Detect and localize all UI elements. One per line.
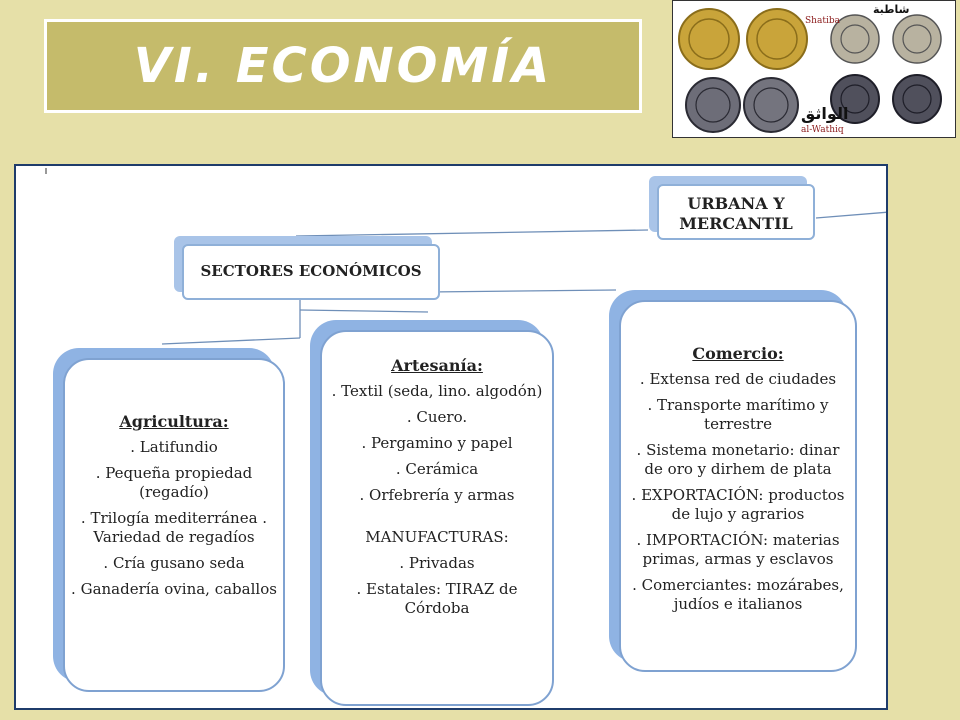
coin-label-bottom: al-Wathiq [801,125,844,135]
sectors-node [182,244,440,300]
silver-coin [893,15,941,63]
dark-coin [744,78,798,132]
gold-coin [679,9,739,69]
artesania-card [320,330,554,706]
diagram-panel [14,164,888,710]
comercio-item: . IMPORTACIÓN: materias primas, armas y esclavos [636,531,840,568]
connector-root-sectors [296,230,648,236]
root-node [657,184,815,240]
manufacturas-item: . Privadas [399,554,475,572]
dark-coin [893,75,941,123]
comercio-item: . EXPORTACIÓN: productos de lujo y agrarios [631,486,845,523]
manufacturas-title: MANUFACTURAS: [365,528,509,546]
artesania-item: . Cuero. [406,408,468,426]
artesania-item: . Pergamino y papel [361,434,513,452]
comercio-item: . Sistema monetario: dinar de oro y dirhem de plata [636,441,840,478]
agricultura-item: . Latifundio [130,438,218,456]
manufacturas-item: . Estatales: TIRAZ de Córdoba [356,580,518,617]
coin-label-top: Shatiba [805,16,840,26]
agricultura-card [63,358,285,692]
gold-coin [747,9,807,69]
connector-root-right [816,212,888,218]
connector-to-agricultura [162,338,300,344]
connector-to-artesania [300,310,428,312]
dark-coin [686,78,740,132]
page-title: VI. ECONOMÍA [133,38,553,94]
sectors-label: SECTORES ECONÓMICOS [200,262,422,280]
comercio-item: . Transporte marítimo y terrestre [647,396,829,433]
comercio-title: Comercio: [692,344,784,363]
connector-to-comercio [428,290,616,292]
agricultura-item: . Trilogía mediterránea . Variedad de regadíos [80,509,268,546]
root-label: URBANA Y MERCANTIL [679,194,793,233]
title-banner [44,19,642,113]
artesania-item: . Textil (seda, lino. algodón) [331,382,543,400]
artesania-item: . Orfebrería y armas [359,486,515,504]
artesania-title: Artesanía: [391,356,483,375]
arabic-label-bottom: الواثق [801,104,849,123]
agricultura-item: . Pequeña propiedad (regadío) [95,464,253,501]
artesania-item: . Cerámica [395,460,479,478]
arabic-label-top: شاطبة [873,3,910,16]
agricultura-item: . Cría gusano seda [103,554,245,572]
coins-image [672,0,956,138]
comercio-card [619,300,857,672]
comercio-item: . Extensa red de ciudades [639,370,837,388]
agricultura-item: . Ganadería ovina, caballos [71,580,277,598]
agricultura-title: Agricultura: [119,412,229,431]
comercio-item: . Comerciantes: mozárabes, judíos e italianos [632,576,844,613]
